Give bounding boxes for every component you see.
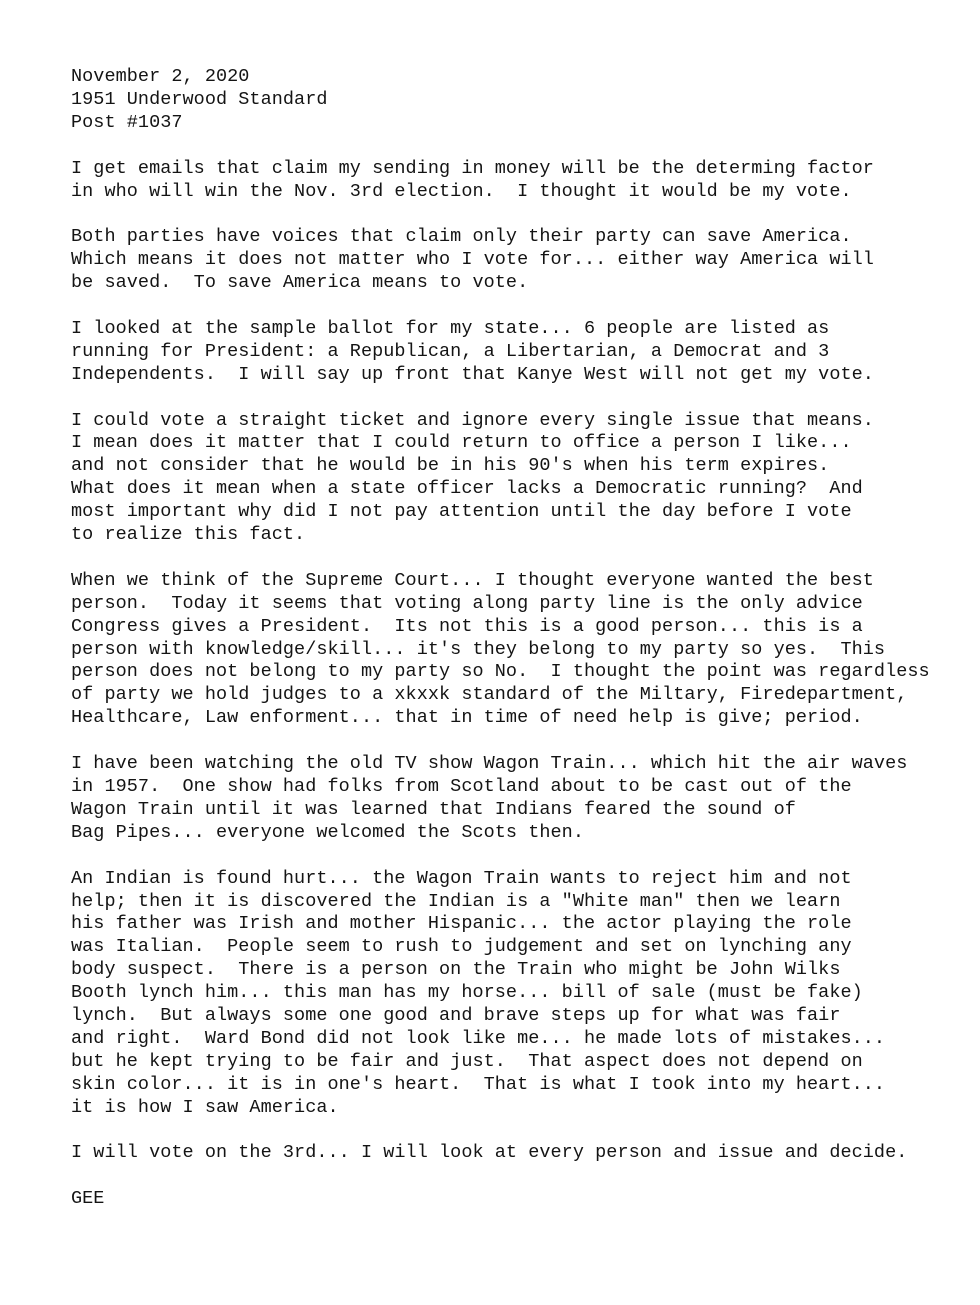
text-line: Healthcare, Law enforment... that in time of need help is give; period. [71,707,863,729]
text-line: person does not belong to my party so No. I thought the point was regardless [71,661,930,683]
paragraph-8 [71,1142,951,1165]
text-line: and not consider that he would be in his 90's when his term expires. [71,455,830,477]
text-line: of party we hold judges to a xkxxk standard of the Miltary, Firedepartment, [71,684,908,706]
text-line: Which means it does not matter who I vote for... either way America will [71,249,874,271]
text-line: body suspect. There is a person on the Train who might be John Wilks [71,959,841,981]
paragraph-1 [71,158,951,204]
text-line: but he kept trying to be fair and just. That aspect does not depend on [71,1050,863,1072]
text-line: to realize this fact. [71,524,306,546]
text-line: I have been watching the old TV show Wagon Train... which hit the air waves [71,753,908,775]
text-line: An Indian is found hurt... the Wagon Train wants to reject him and not [71,867,852,889]
text-line: Booth lynch him... this man has my horse... bill of sale (must be fake) [71,982,863,1004]
text-line: I could vote a straight ticket and ignore every single issue that means. [71,409,874,431]
text-line: running for President: a Republican, a Libertarian, a Democrat and 3 [71,340,830,362]
text-line: Bag Pipes... everyone welcomed the Scots then. [71,821,584,843]
paragraph-6 [71,753,951,845]
typed-text-block [71,66,951,1211]
text-line: it is how I saw America. [71,1096,339,1118]
text-line: I will vote on the 3rd... I will look at every person and issue and decide. [71,1142,908,1164]
text-line: I looked at the sample ballot for my state... 6 people are listed as [71,317,830,339]
header-typewriter: 1951 Underwood Standard [71,88,328,110]
paragraph-5 [71,570,951,730]
paragraph-2 [71,226,951,295]
text-line: What does it mean when a state officer lacks a Democratic running? And [71,478,863,500]
text-line: his father was Irish and mother Hispanic... the actor playing the role [71,913,852,935]
text-line: person. Today it seems that voting along party line is the only advice [71,592,863,614]
text-line: I get emails that claim my sending in money will be the determing factor [71,157,874,179]
paragraph-3 [71,318,951,387]
text-line: Independents. I will say up front that Kanye West will not get my vote. [71,363,874,385]
text-line: and right. Ward Bond did not look like me... he made lots of mistakes... [71,1027,886,1049]
paragraph-7 [71,868,951,1120]
letter-header [71,66,951,135]
text-line: Congress gives a President. Its not this is a good person... this is a [71,615,863,637]
text-line: in who will win the Nov. 3rd election. I thought it would be my vote. [71,180,852,202]
header-post-number: Post #1037 [71,111,183,133]
text-line: Wagon Train until it was learned that Indians feared the sound of [71,798,796,820]
paragraph-4 [71,410,951,547]
text-line: in 1957. One show had folks from Scotland about to be cast out of the [71,776,852,797]
text-line: was Italian. People seem to rush to judgement and set on lynching any [71,936,852,958]
text-line: person with knowledge/skill... it's they belong to my party so yes. This [71,638,886,660]
text-line: I mean does it matter that I could return to office a person I like... [71,432,852,454]
text-line: When we think of the Supreme Court... I thought everyone wanted the best [71,569,874,591]
text-line: lynch. But always some one good and brave steps up for what was fair [71,1005,841,1027]
text-line: Both parties have voices that claim only their party can save America. [71,226,852,248]
signature: GEE [71,1188,105,1210]
text-line: most important why did I not pay attention until the day before I vote [71,501,852,523]
header-date: November 2, 2020 [71,66,250,87]
text-line: skin color... it is in one's heart. That is what I took into my heart... [71,1073,886,1095]
text-line: help; then it is discovered the Indian is a "White man" then we learn [71,890,841,912]
text-line: be saved. To save America means to vote. [71,272,529,294]
